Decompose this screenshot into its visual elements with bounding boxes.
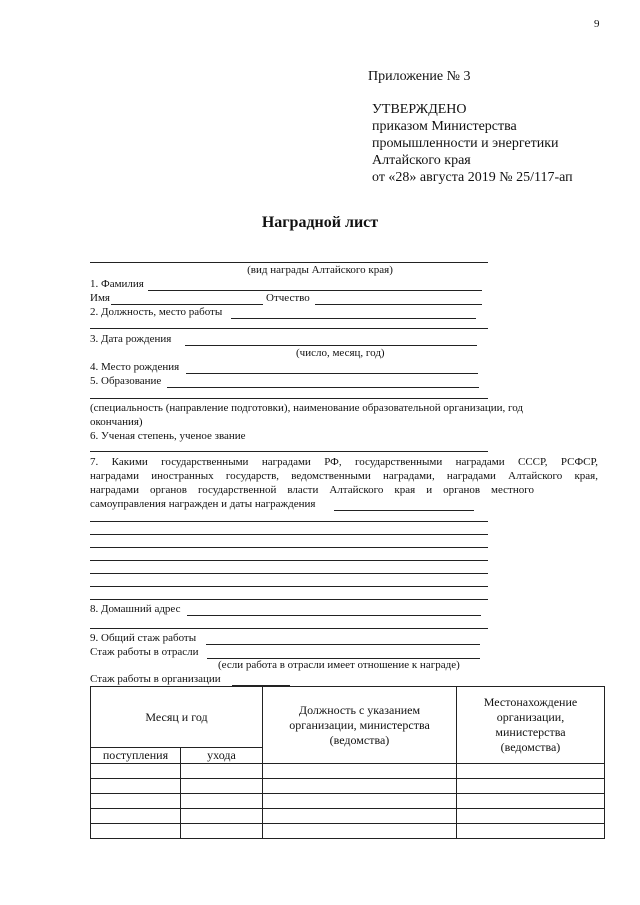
birth-date-label: 3. Дата рождения bbox=[90, 333, 172, 345]
table-cell[interactable] bbox=[181, 764, 263, 779]
awards-text: самоуправления награжден и даты награждения bbox=[90, 498, 316, 510]
name-label: Имя bbox=[90, 292, 110, 304]
table-cell[interactable] bbox=[181, 779, 263, 794]
address-label: 8. Домашний адрес bbox=[90, 603, 181, 615]
table-cell[interactable] bbox=[91, 764, 181, 779]
awards-field-line[interactable] bbox=[90, 586, 488, 587]
awards-field-line[interactable] bbox=[90, 599, 488, 600]
approval-line: приказом Министерства bbox=[372, 119, 517, 134]
education-field-line[interactable] bbox=[90, 398, 488, 399]
awards-field[interactable] bbox=[334, 510, 474, 511]
awards-field-line[interactable] bbox=[90, 534, 488, 535]
table-cell[interactable] bbox=[457, 809, 605, 824]
award-kind-line bbox=[90, 262, 488, 263]
appendix-label: Приложение № 3 bbox=[368, 69, 471, 84]
award-kind-caption: (вид награды Алтайского края) bbox=[247, 264, 393, 276]
table-cell[interactable] bbox=[457, 824, 605, 839]
table-cell[interactable] bbox=[263, 809, 457, 824]
education-label: 5. Образование bbox=[90, 375, 162, 387]
table-header-row bbox=[91, 687, 605, 748]
surname-label: 1. Фамилия bbox=[90, 278, 144, 290]
col-start-header: поступления bbox=[91, 748, 181, 764]
education-field[interactable] bbox=[167, 387, 479, 388]
approval-title: УТВЕРЖДЕНО bbox=[372, 102, 467, 117]
table-row bbox=[91, 764, 605, 779]
table-row bbox=[91, 809, 605, 824]
industry-experience-label: Стаж работы в отрасли bbox=[90, 646, 199, 658]
table-cell[interactable] bbox=[181, 794, 263, 809]
col-position-header: Должность с указанием организации, министерства (ведомства) bbox=[263, 687, 457, 764]
patronymic-field[interactable] bbox=[315, 304, 482, 305]
address-field-line[interactable] bbox=[90, 628, 488, 629]
awards-field-line[interactable] bbox=[90, 521, 488, 522]
awards-field-line[interactable] bbox=[90, 560, 488, 561]
table-cell[interactable] bbox=[91, 794, 181, 809]
birth-place-field[interactable] bbox=[186, 373, 478, 374]
position-field-line[interactable] bbox=[90, 328, 488, 329]
table-cell[interactable] bbox=[91, 809, 181, 824]
table-cell[interactable] bbox=[263, 779, 457, 794]
degree-label: 6. Ученая степень, ученое звание bbox=[90, 430, 246, 442]
patronymic-label: Отчество bbox=[266, 292, 310, 304]
employment-table bbox=[90, 686, 605, 839]
birth-place-label: 4. Место рождения bbox=[90, 361, 180, 373]
table-cell[interactable] bbox=[457, 764, 605, 779]
awards-field-line[interactable] bbox=[90, 573, 488, 574]
table-cell[interactable] bbox=[457, 794, 605, 809]
table-cell[interactable] bbox=[91, 824, 181, 839]
table-cell[interactable] bbox=[263, 794, 457, 809]
birth-date-field[interactable] bbox=[185, 345, 477, 346]
degree-field[interactable] bbox=[90, 451, 488, 452]
education-hint: (специальность (направление подготовки), наименование образовательной организации, год bbox=[90, 402, 524, 414]
table-row bbox=[91, 779, 605, 794]
industry-hint: (если работа в отрасли имеет отношение к награде) bbox=[218, 659, 460, 671]
table-cell[interactable] bbox=[457, 779, 605, 794]
approval-line: промышленности и энергетики bbox=[372, 136, 559, 151]
awards-field-line[interactable] bbox=[90, 547, 488, 548]
org-experience-label: Стаж работы в организации bbox=[90, 673, 221, 685]
awards-text: наградами органов государственной власти Алтайского края и органов местного bbox=[90, 484, 534, 496]
table-cell[interactable] bbox=[263, 764, 457, 779]
page-number: 9 bbox=[594, 18, 600, 30]
table-cell[interactable] bbox=[181, 809, 263, 824]
awards-text: наградами иностранных государств, ведомственными наградами, наградами Алтайского края, bbox=[90, 470, 598, 482]
table-cell[interactable] bbox=[181, 824, 263, 839]
table-cell[interactable] bbox=[91, 779, 181, 794]
education-hint: окончания) bbox=[90, 416, 143, 428]
total-experience-field[interactable] bbox=[206, 644, 480, 645]
table-cell[interactable] bbox=[263, 824, 457, 839]
total-experience-label: 9. Общий стаж работы bbox=[90, 632, 197, 644]
surname-field[interactable] bbox=[148, 290, 482, 291]
address-field[interactable] bbox=[187, 615, 481, 616]
approval-line: Алтайского края bbox=[372, 153, 471, 168]
name-field[interactable] bbox=[111, 304, 263, 305]
birth-date-hint: (число, месяц, год) bbox=[296, 347, 385, 359]
position-label: 2. Должность, место работы bbox=[90, 306, 223, 318]
approval-date-line: от «28» августа 2019 № 25/117-ап bbox=[372, 170, 573, 185]
position-field[interactable] bbox=[231, 318, 476, 319]
document-title: Наградной лист bbox=[261, 214, 379, 231]
col-month-year-header: Месяц и год bbox=[91, 687, 263, 748]
col-location-header: Местонахождение организации, министерства (ведомства) bbox=[457, 687, 605, 764]
col-end-header: ухода bbox=[181, 748, 263, 764]
table-row bbox=[91, 794, 605, 809]
table-row bbox=[91, 824, 605, 839]
awards-text: 7. Какими государственными наградами РФ, государственными наградами СССР, РСФСР, bbox=[90, 456, 598, 468]
